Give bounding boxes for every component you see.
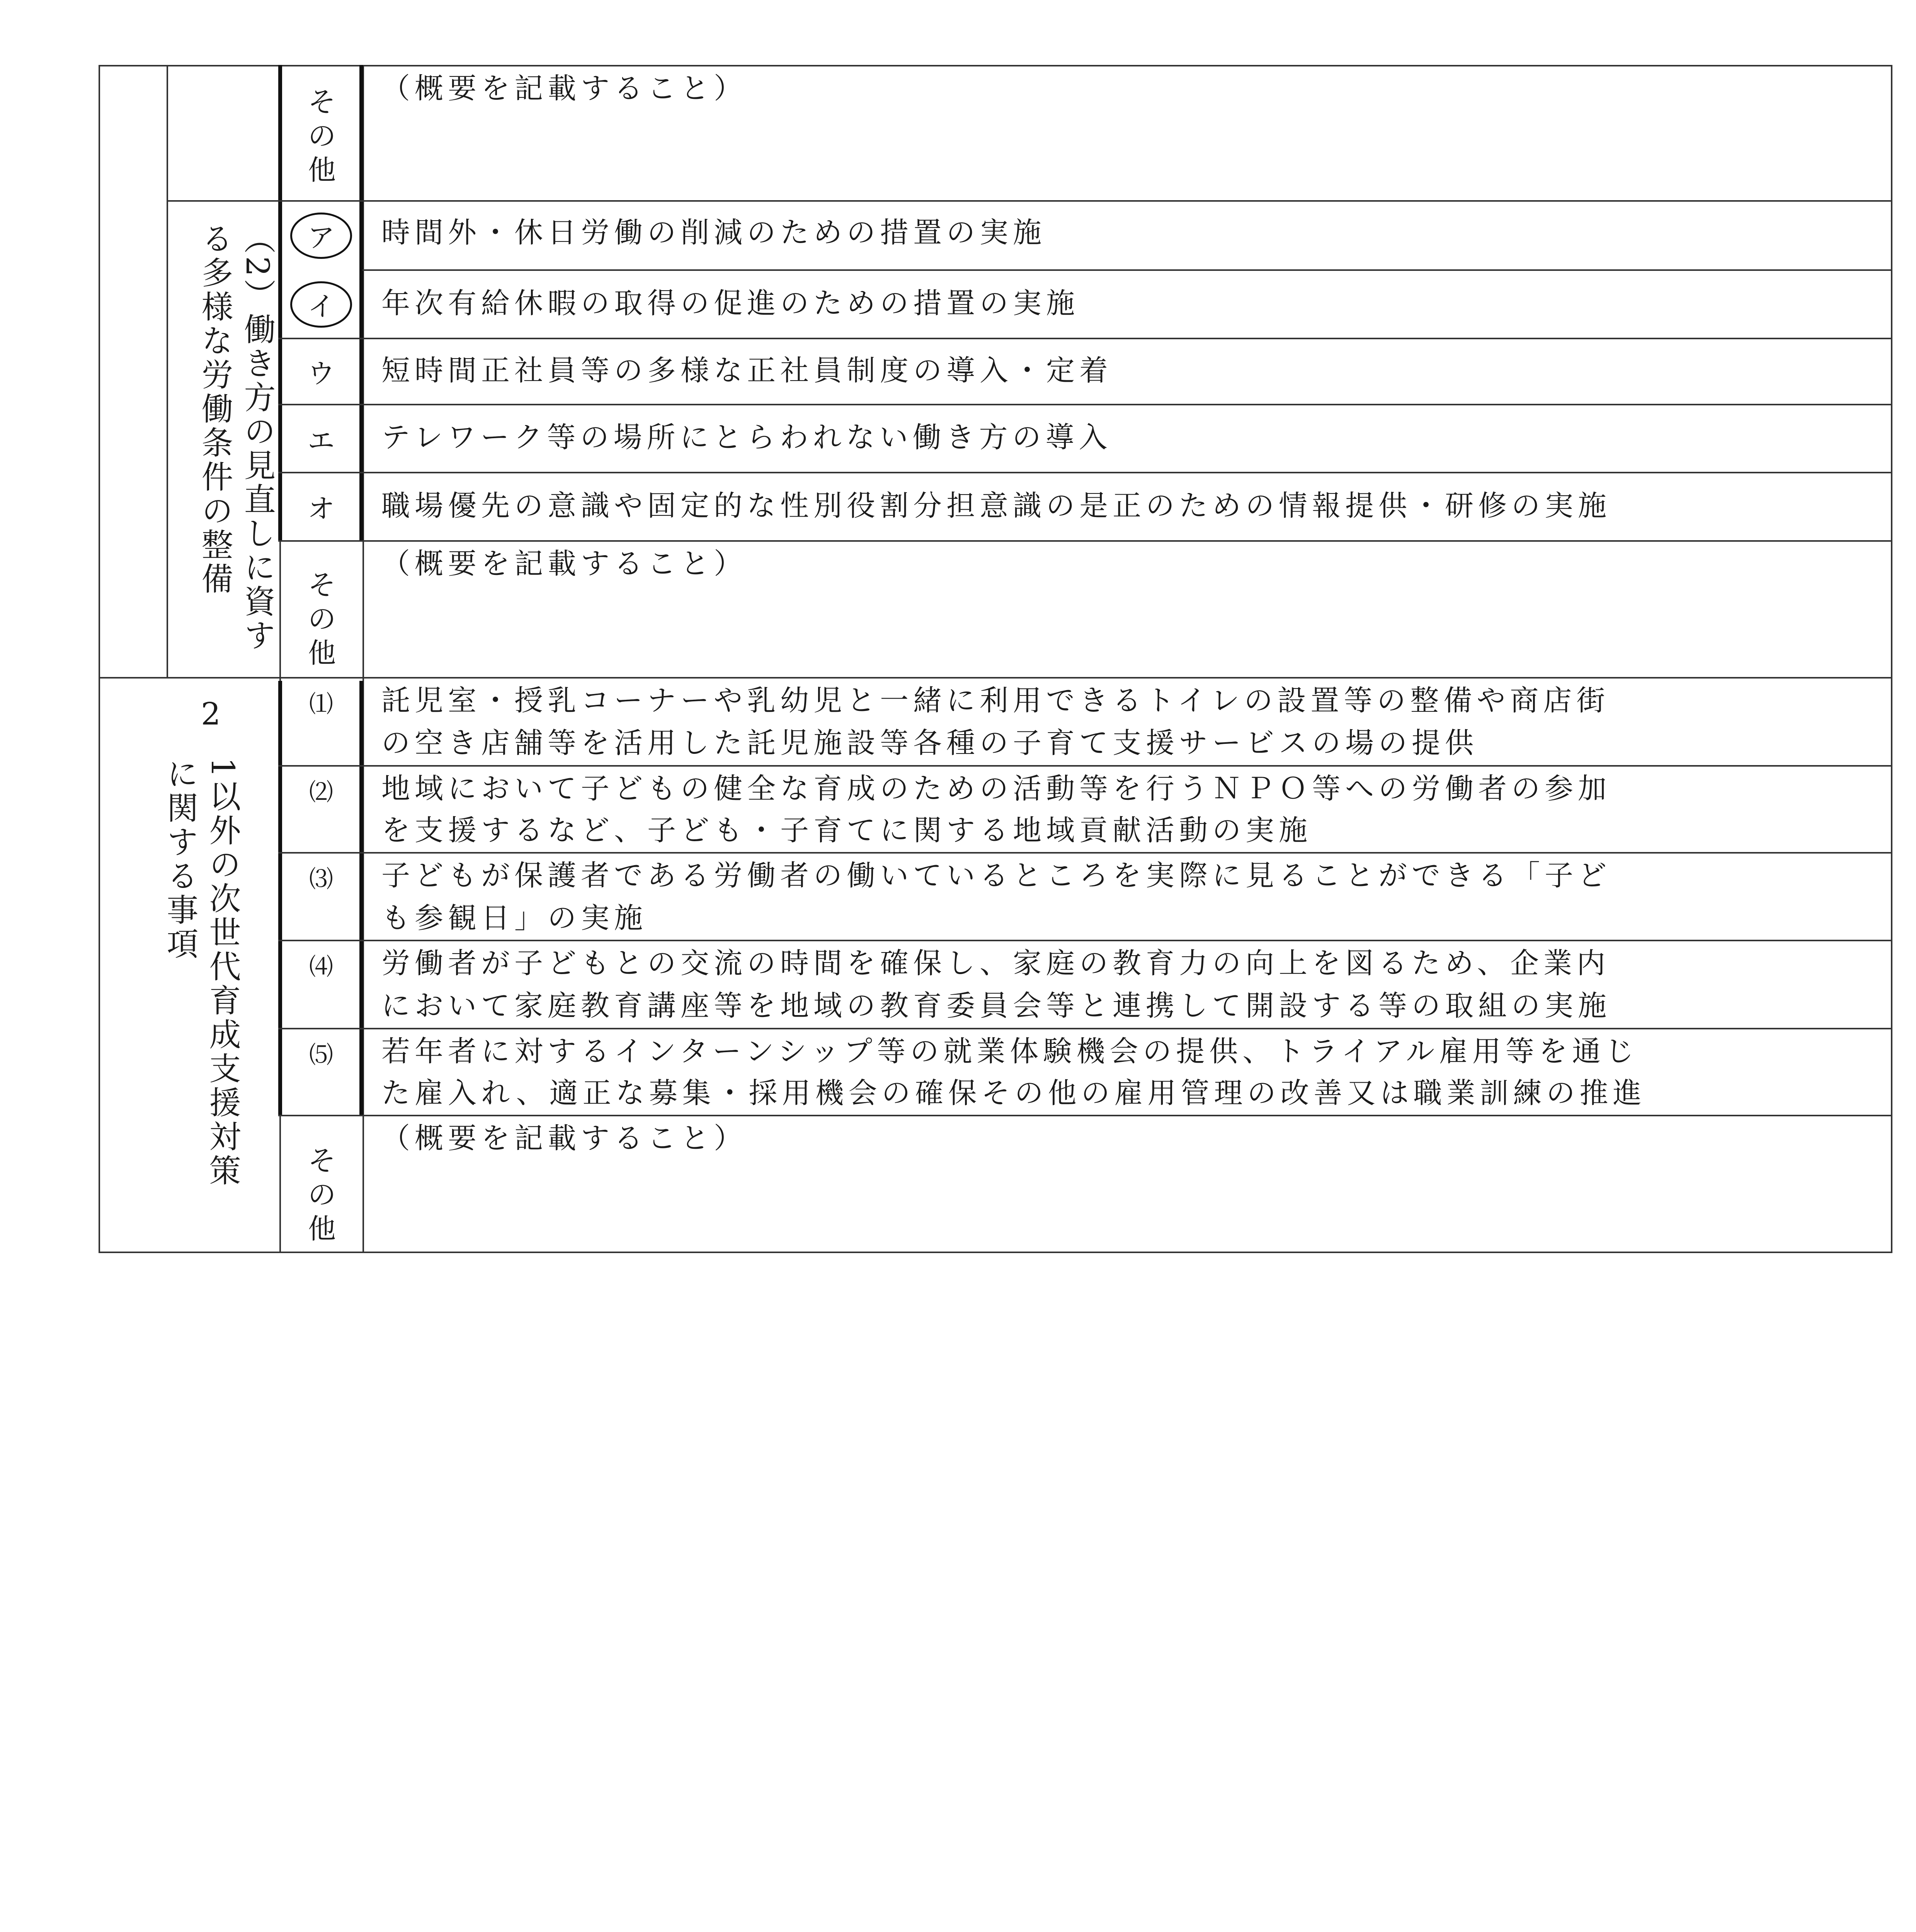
other-label-char: の [308, 1179, 336, 1211]
other-label-char: そ [308, 569, 336, 601]
item-i-text: 年次有給休暇の取得の促進のための措置の実施 [381, 287, 1079, 320]
other-label-section-2 [285, 1144, 359, 1246]
checkbox-a[interactable]: ア [281, 202, 361, 269]
checkbox-u[interactable]: ウ [308, 358, 335, 389]
checkbox-i[interactable]: イ [281, 271, 361, 338]
item-3-line2: も参観日」の実施 [381, 901, 647, 935]
other-label-char: そ [308, 1145, 336, 1177]
other-summary-top: （概要を記載すること） [381, 72, 747, 105]
item-u-text: 短時間正社員等の多様な正社員制度の導入・定着 [381, 354, 1113, 387]
checkbox-3[interactable]: ⑶ [309, 864, 333, 893]
other-label-char: 他 [308, 637, 336, 669]
item-o-text: 職場優先の意識や固定的な性別役割分担意識の是正のための情報提供・研修の実施 [381, 489, 1611, 522]
section-1-2-title: （2）働き方の見直しに資する多様な労働条件の整備 [196, 222, 276, 653]
checkbox-e[interactable]: エ [308, 425, 335, 457]
checkbox-2[interactable]: ⑵ [309, 777, 333, 806]
row-divider [167, 200, 1892, 202]
row-divider [278, 404, 1892, 405]
other-label-char: そ [308, 86, 336, 118]
other-label-char: の [308, 120, 336, 152]
item-1-line1: 託児室・授乳コーナーや乳幼児と一緒に利用できるトイレの設置等の整備や商店街 [381, 684, 1610, 717]
other-label-char: 他 [308, 1213, 336, 1245]
other-label-char: の [308, 603, 336, 635]
item-3-line1: 子どもが保護者である労働者の働いているところを実際に見ることができる「子ど [381, 859, 1611, 892]
item-4-line2: において家庭教育講座等を地域の教育委員会等と連携して開設する等の取組の実施 [381, 989, 1611, 1022]
other-summary-section-2: （概要を記載すること） [381, 1122, 747, 1155]
item-a-text: 時間外・休日労働の削減のための措置の実施 [381, 216, 1046, 249]
row-divider [278, 338, 1892, 339]
item-2-line1: 地域において子どもの健全な育成のための活動等を行うＮＰＯ等への労働者の参加 [381, 772, 1611, 805]
other-summary-section-1-2: （概要を記載すること） [381, 547, 747, 580]
row-divider [362, 269, 1892, 271]
item-5-line1: 若年者に対するインターンシップ等の就業体験機会の提供、トライアル雇用等を通じ [381, 1035, 1639, 1068]
section-2-title: 1以外の次世代育成支援対策に関する事項 [162, 757, 241, 1188]
other-label-section-1-2 [285, 568, 359, 670]
item-5-line2: た雇入れ、適正な募集・採用機会の確保その他の雇用管理の改善又は職業訓練の推進 [381, 1077, 1646, 1110]
row-divider [278, 472, 1892, 473]
item-1-line2: の空き店舗等を活用した託児施設等各種の子育て支援サービスの場の提供 [381, 726, 1478, 760]
checkbox-1[interactable]: ⑴ [309, 689, 333, 718]
checkbox-4[interactable]: ⑷ [309, 952, 333, 981]
section-2-number: 2 [201, 696, 225, 732]
item-e-text: テレワーク等の場所にとらわれない働き方の導入 [381, 421, 1112, 454]
inner-left-border [167, 65, 168, 677]
item-4-line1: 労働者が子どもとの交流の時間を確保し、家庭の教育力の向上を図るため、企業内 [381, 947, 1610, 980]
other-label-char: 他 [308, 154, 336, 186]
checkbox-5[interactable]: ⑸ [309, 1040, 333, 1069]
other-label-top [285, 85, 359, 187]
checkbox-o[interactable]: オ [308, 493, 335, 525]
item-2-line2: を支援するなど、子ども・子育てに関する地域貢献活動の実施 [381, 814, 1312, 847]
